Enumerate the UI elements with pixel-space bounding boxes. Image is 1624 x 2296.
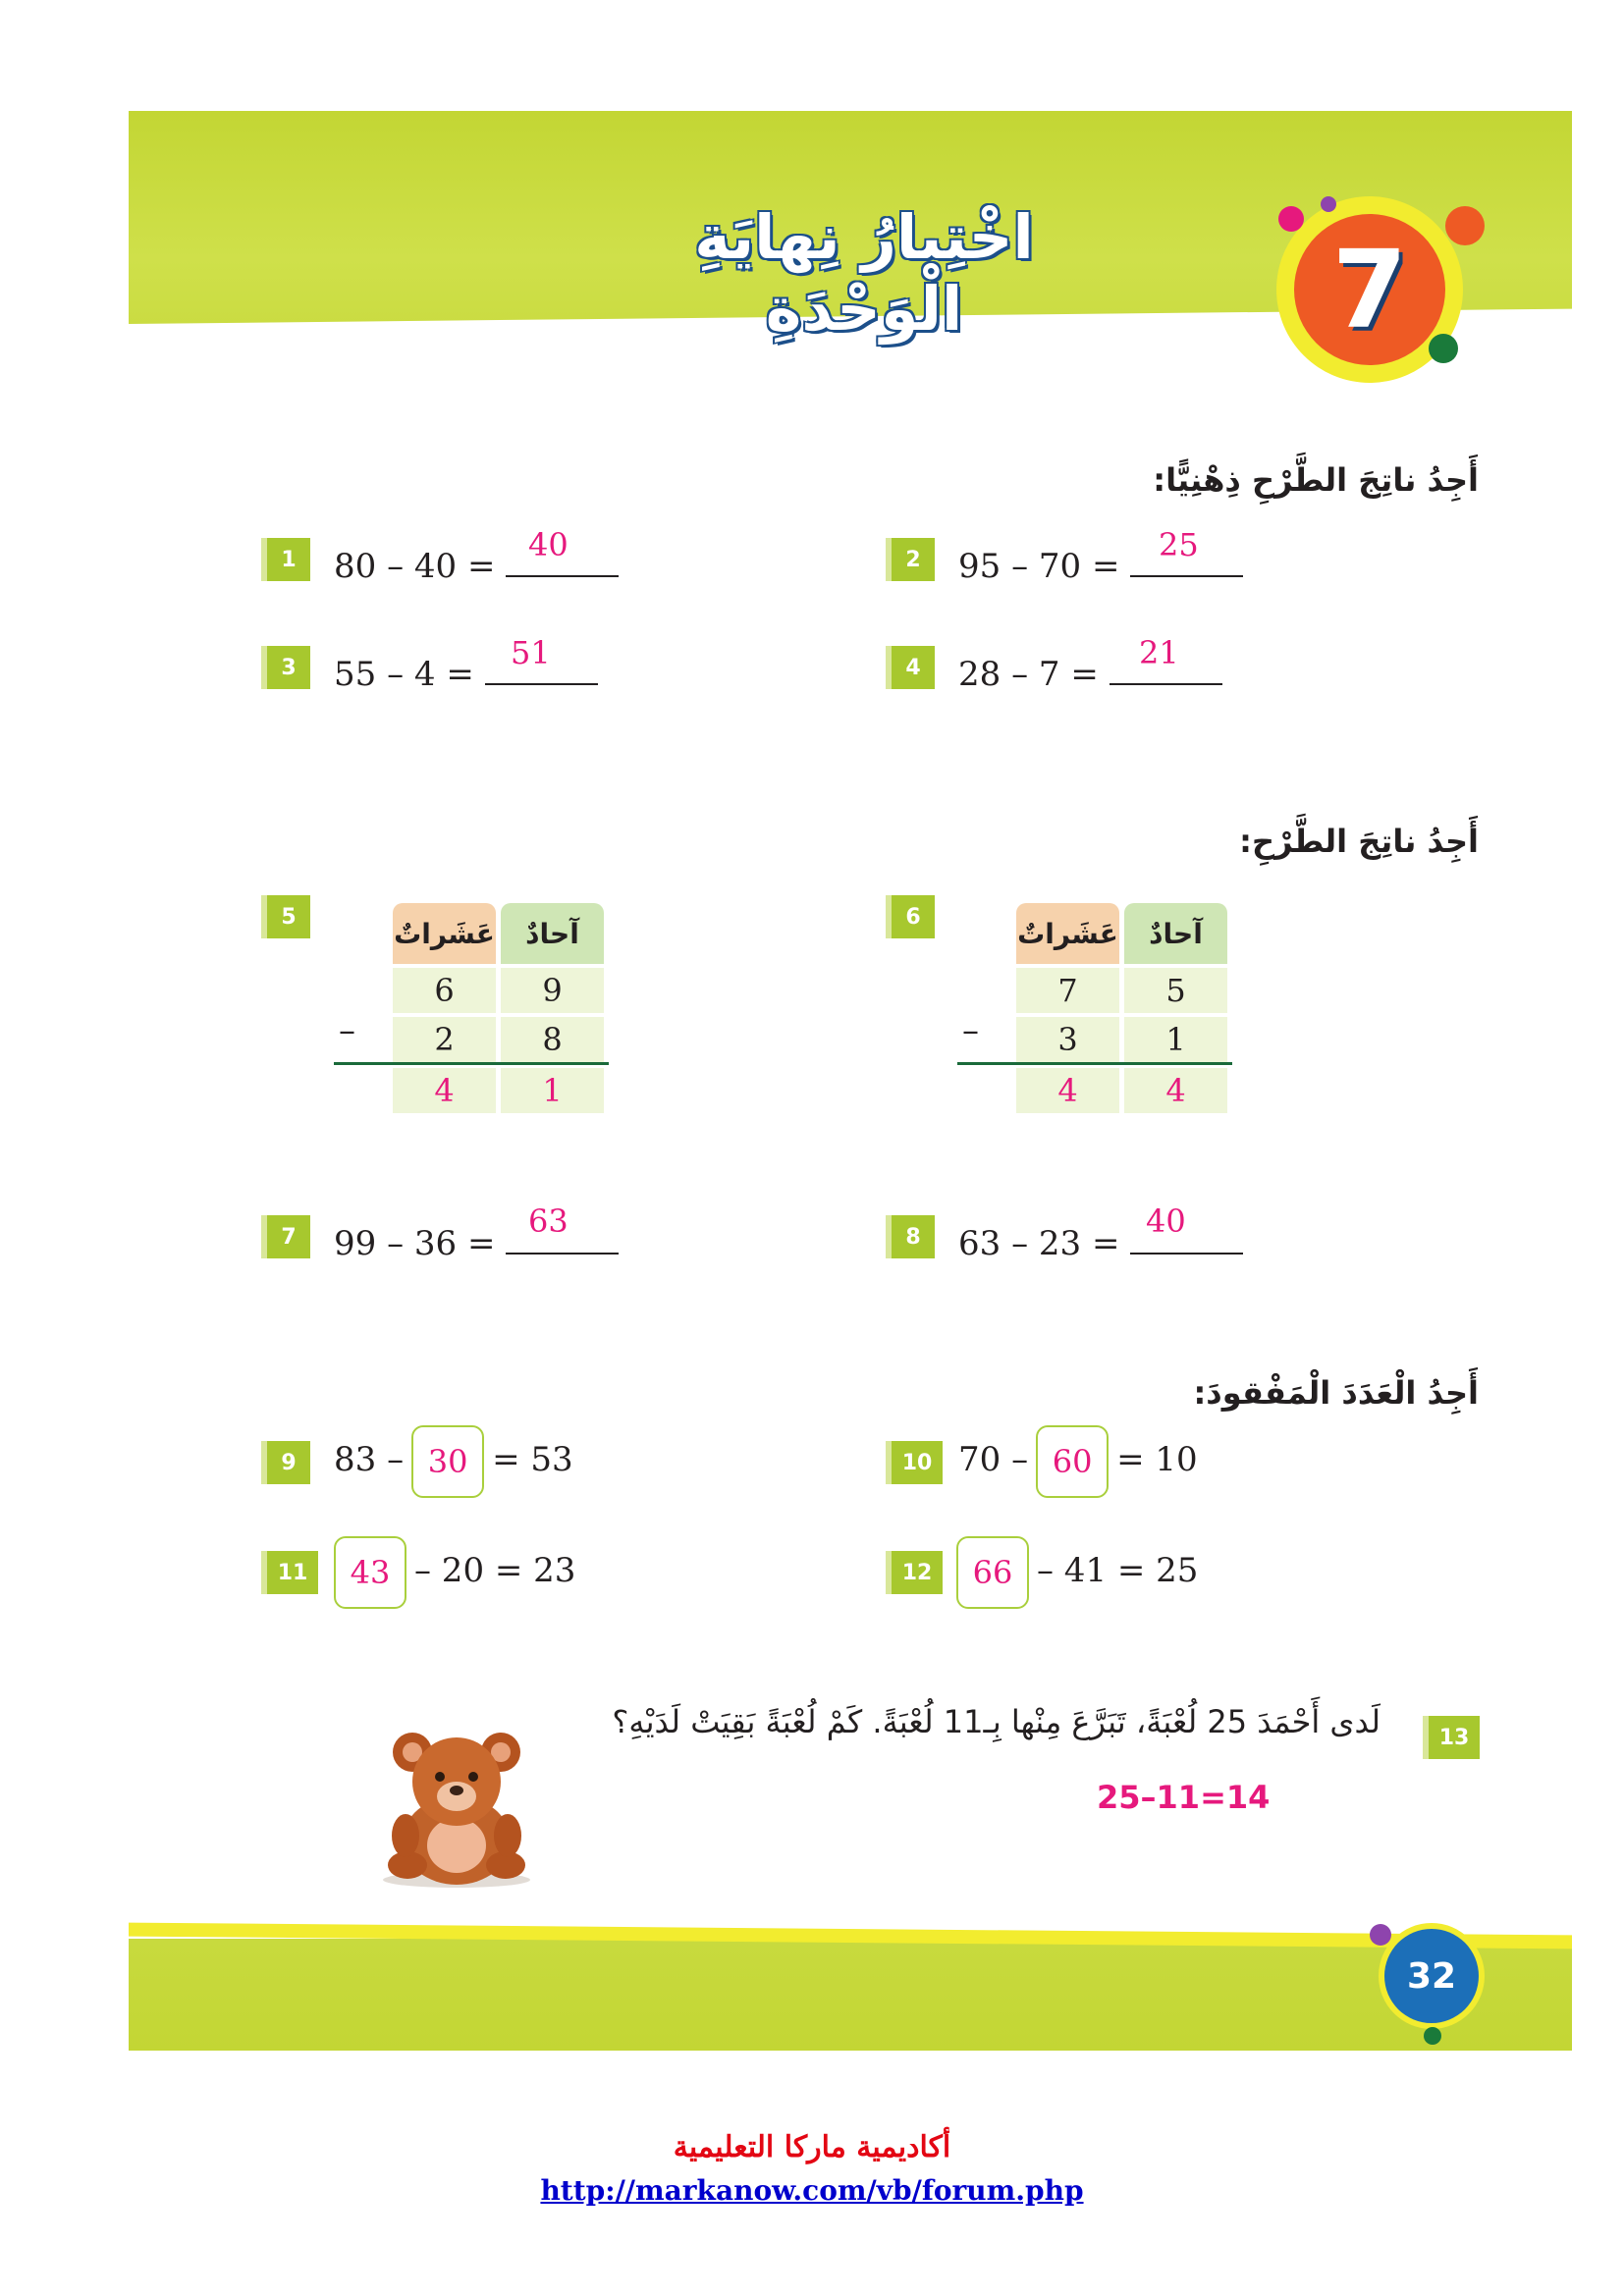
equation-q1 <box>334 540 619 586</box>
expression: 55 – 4 = <box>334 655 474 694</box>
equation-q3 <box>334 648 598 694</box>
answer-q8: 40 <box>1146 1202 1186 1240</box>
answer-q2: 25 <box>1159 526 1199 563</box>
decor-dot <box>1429 334 1458 363</box>
question-number: 1 <box>267 538 310 581</box>
expression-right: = 10 <box>1116 1440 1198 1479</box>
equation-q9 <box>334 1425 573 1498</box>
equation-q2 <box>958 540 1243 586</box>
academy-name: أكاديمية ماركا التعليمية <box>673 2130 951 2164</box>
equation-q12 <box>948 1536 1198 1609</box>
teddy-bear-illustration <box>378 1728 535 1890</box>
place-value-table-q5 <box>334 903 609 1119</box>
equation-q7 <box>334 1217 619 1263</box>
answer-q3: 51 <box>511 634 551 671</box>
expression-right: – 41 = 25 <box>1037 1551 1199 1590</box>
ones-header: آحادٌ <box>501 903 604 964</box>
minus-sign: – <box>339 1011 355 1050</box>
result-tens: 4 <box>393 1068 496 1113</box>
decor-dot <box>1321 196 1336 212</box>
forum-link[interactable]: http://markanow.com/vb/forum.php <box>540 2174 1084 2207</box>
expression: 28 – 7 = <box>958 655 1099 694</box>
top-ones: 9 <box>501 968 604 1013</box>
decor-dot <box>1445 206 1485 245</box>
answer-q4: 21 <box>1139 634 1179 671</box>
top-ones: 5 <box>1124 968 1227 1013</box>
question-number: 5 <box>267 895 310 938</box>
word-problem-text: لَدى أَحْمَدَ 25 لُعْبَةً، تَبَرَّعَ مِنْها بِـ11 لُعْبَةً. كَمْ لُعْبَةً بَقِيَتْ لَدَيْهِ؟ <box>612 1703 1380 1740</box>
page-number: 32 <box>1384 1929 1479 2023</box>
result-ones: 1 <box>501 1068 604 1113</box>
expression-right: – 20 = 23 <box>414 1551 576 1590</box>
minus-sign: – <box>962 1011 979 1050</box>
place-value-table-q6 <box>957 903 1232 1119</box>
question-number: 12 <box>892 1551 943 1594</box>
missing-number-box[interactable]: 66 <box>956 1536 1029 1609</box>
top-tens: 6 <box>393 968 496 1013</box>
expression-left: 70 – <box>958 1440 1029 1479</box>
sum-line <box>334 1062 609 1065</box>
decor-dot <box>1370 1924 1391 1946</box>
equation-q4 <box>958 648 1222 694</box>
question-number: 9 <box>267 1441 310 1484</box>
question-number: 6 <box>892 895 935 938</box>
question-number: 4 <box>892 646 935 689</box>
question-number: 10 <box>892 1441 943 1484</box>
expression: 80 – 40 = <box>334 547 496 586</box>
question-number: 11 <box>267 1551 318 1594</box>
ones-header: آحادٌ <box>1124 903 1227 964</box>
decor-dot <box>1424 2027 1441 2045</box>
question-number: 13 <box>1429 1716 1480 1759</box>
question-number: 3 <box>267 646 310 689</box>
sum-line <box>957 1062 1232 1065</box>
expression: 63 – 23 = <box>958 1224 1120 1263</box>
bottom-ones: 8 <box>501 1017 604 1062</box>
section-heading-subtract: أَجِدُ ناتِجَ الطَّرْحِ: <box>1239 823 1479 860</box>
answer-q1: 40 <box>528 526 568 563</box>
missing-number-box[interactable]: 60 <box>1036 1425 1109 1498</box>
equation-q11 <box>326 1536 575 1609</box>
missing-number-box[interactable]: 30 <box>411 1425 484 1498</box>
question-number: 8 <box>892 1215 935 1258</box>
result-ones: 4 <box>1124 1068 1227 1113</box>
tens-header: عَشَراتٌ <box>393 903 496 964</box>
unit-badge: 7 <box>1294 214 1445 365</box>
question-number: 7 <box>267 1215 310 1258</box>
equation-q8 <box>958 1217 1243 1263</box>
bottom-ones: 1 <box>1124 1017 1227 1062</box>
word-problem-answer: 25–11=14 <box>1097 1779 1271 1816</box>
expression-right: = 53 <box>492 1440 573 1479</box>
bottom-tens: 3 <box>1016 1017 1119 1062</box>
bottom-tens: 2 <box>393 1017 496 1062</box>
result-tens: 4 <box>1016 1068 1119 1113</box>
top-tens: 7 <box>1016 968 1119 1013</box>
missing-number-box[interactable]: 43 <box>334 1536 406 1609</box>
section-heading-missing: أَجِدُ الْعَدَدَ الْمَفْقودَ: <box>1193 1374 1479 1412</box>
section-heading-mental: أَجِدُ ناتِجَ الطَّرْحِ ذِهْنِيًّا: <box>1153 461 1479 499</box>
expression: 99 – 36 = <box>334 1224 496 1263</box>
expression: 95 – 70 = <box>958 547 1120 586</box>
equation-q10 <box>958 1425 1198 1498</box>
decor-dot <box>1278 206 1304 232</box>
footer-band <box>129 1939 1572 2051</box>
expression-left: 83 – <box>334 1440 405 1479</box>
page-title: اخْتِبارُ نِهايَةِ الْوَحْدَةِ <box>694 201 1034 345</box>
question-number: 2 <box>892 538 935 581</box>
tens-header: عَشَراتٌ <box>1016 903 1119 964</box>
answer-q7: 63 <box>528 1202 568 1240</box>
